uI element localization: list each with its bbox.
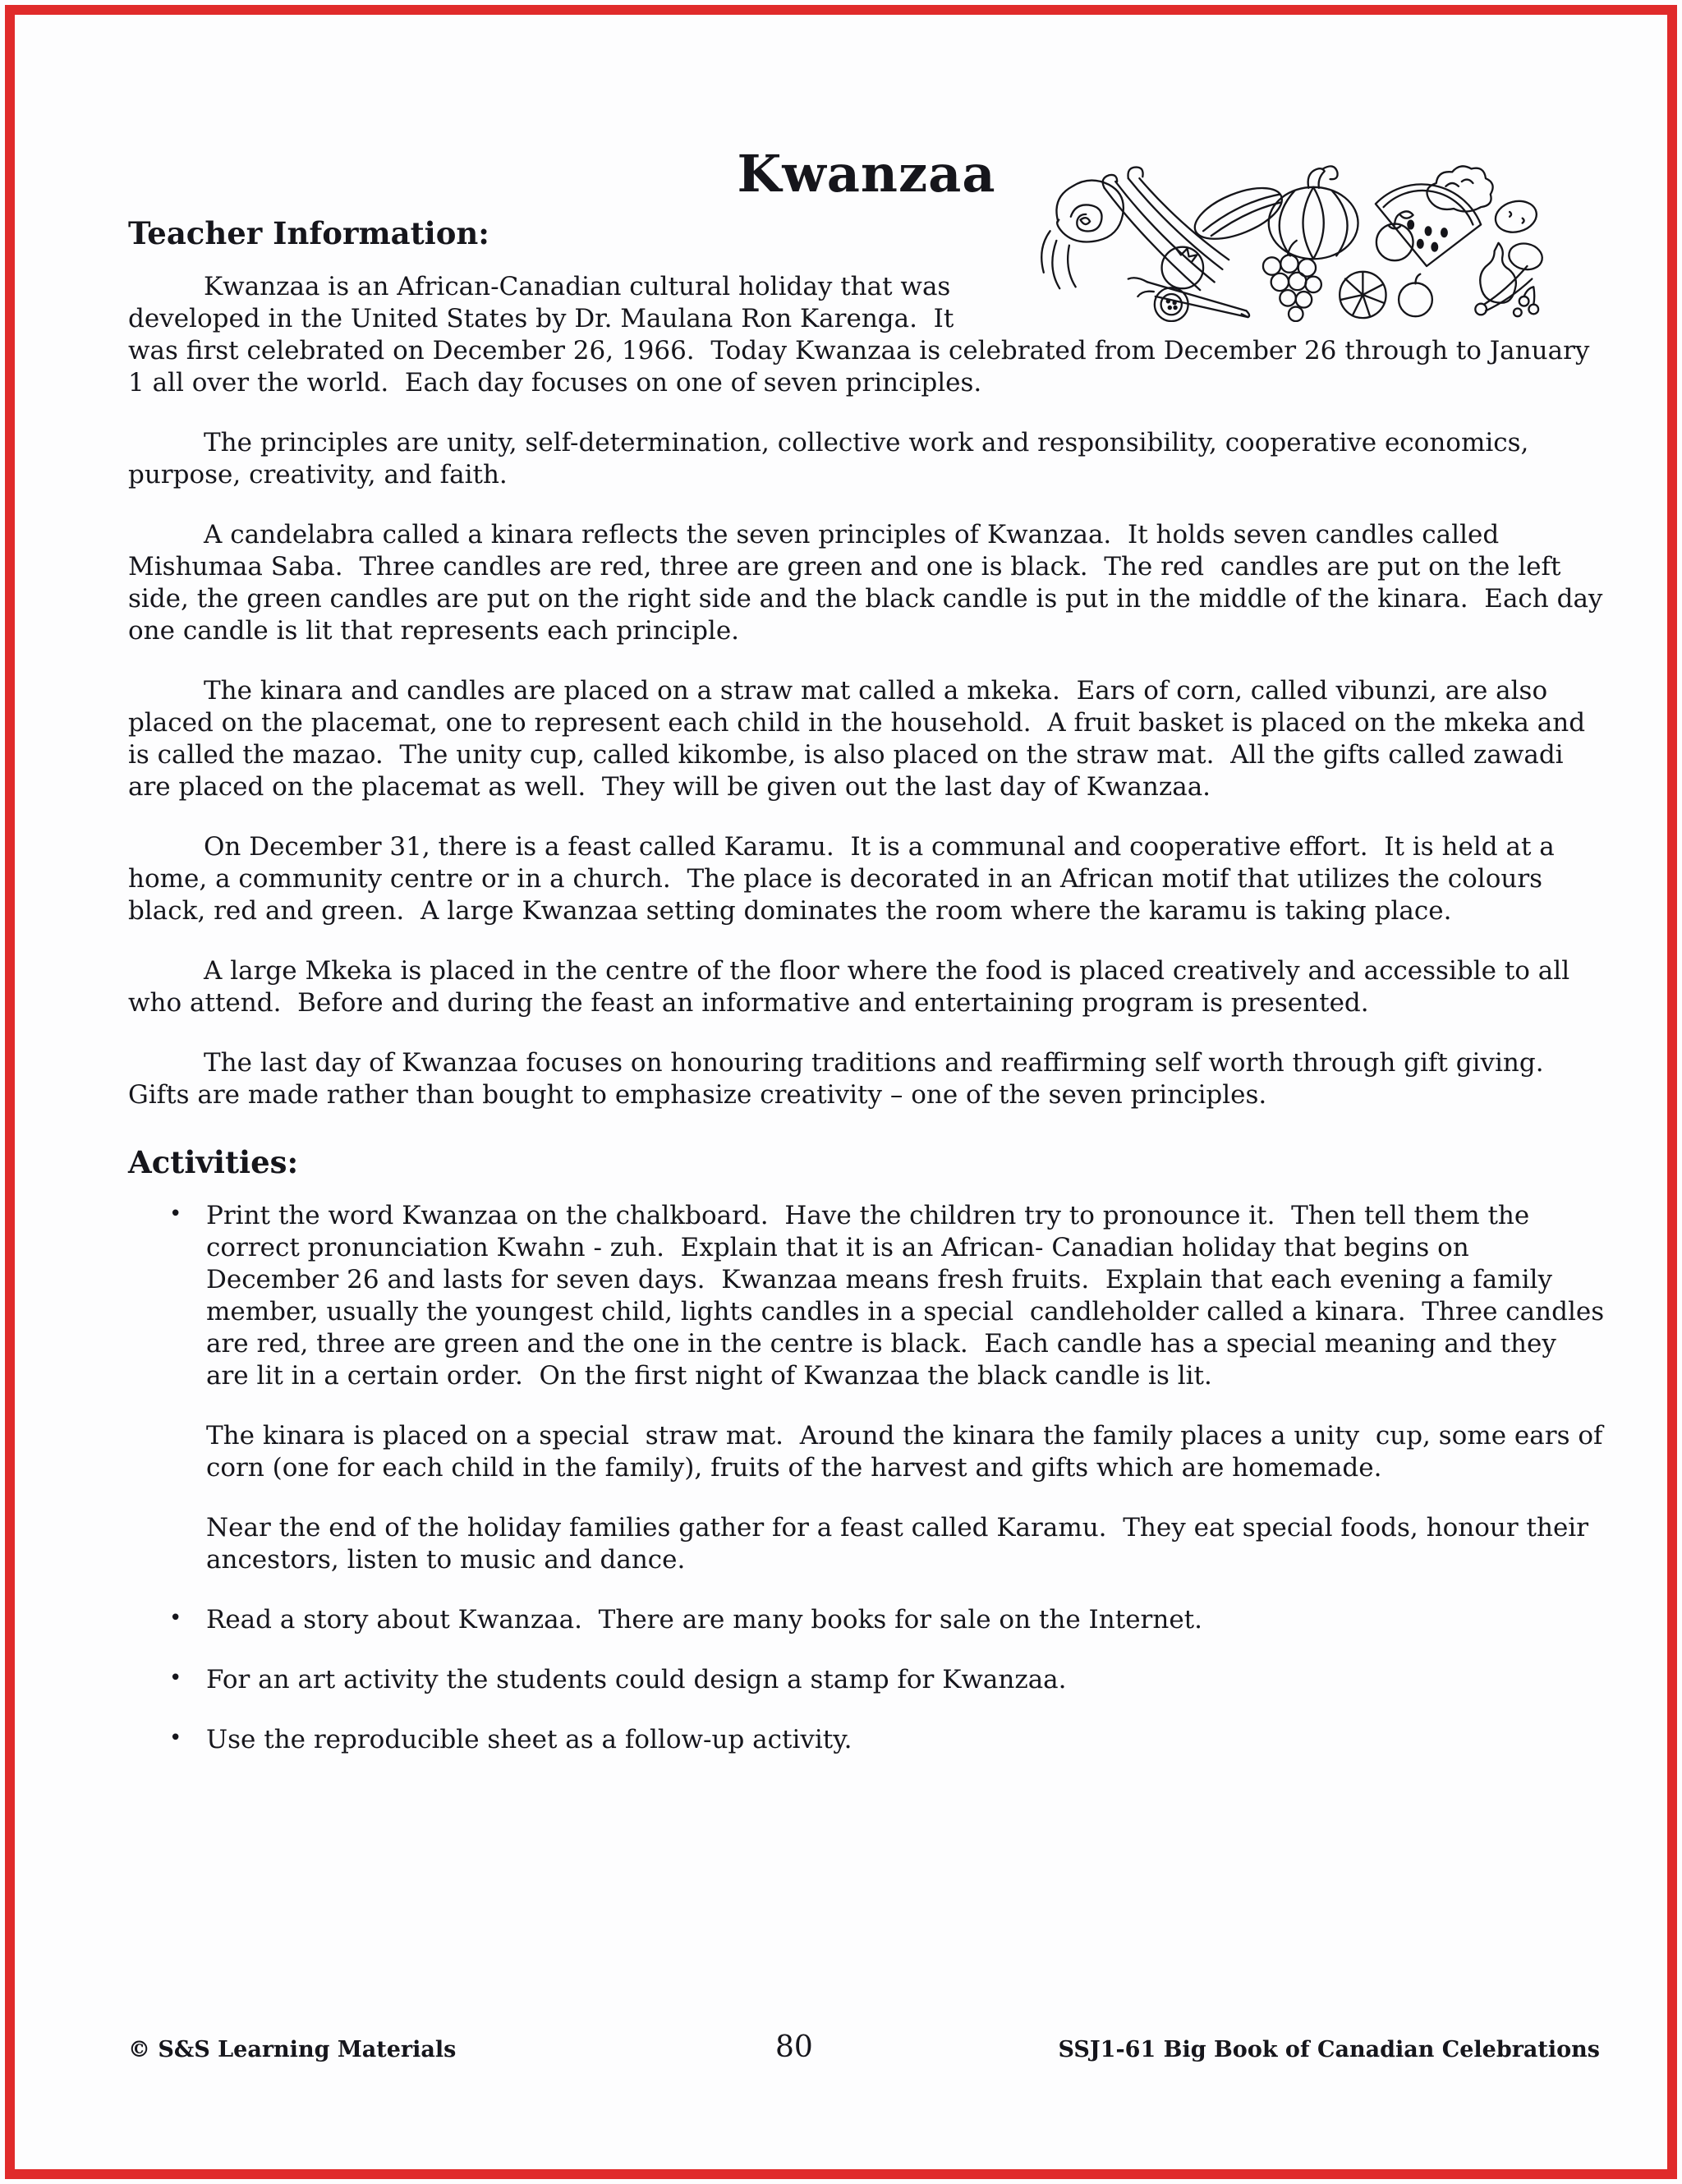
paragraph-principles: The principles are unity, self-determination, collective work and responsibility, cooperative economics, purpose, creativity, and faith. <box>128 428 1537 490</box>
bullet-icon: • <box>169 1666 182 1690</box>
footer-edition: SSJ1-61 Big Book of Canadian Celebrations <box>1058 2037 1600 2062</box>
footer-copyright: © S&S Learning Materials <box>128 2037 457 2062</box>
paragraph-kinara: A candelabra called a kinara reflects the seven principles of Kwanzaa. It holds seven candles called Mishumaa Saba. Three candles are red, three are green and one is black. The red candles are put on the left side, the green candles are put on the right side and the black candle is put in the middle of the kinara. Each day one candle is lit that represents each principle. <box>128 520 1611 646</box>
paragraph-karamu: On December 31, there is a feast called Karamu. It is a communal and cooperative effort. It is held at a home, a community centre or in a church. The place is decorated in an African motif that utilizes the colours black, red and green. A large Kwanzaa setting dominates the room where the karamu is taking place. <box>128 832 1563 926</box>
page-title: Kwanzaa <box>737 144 996 204</box>
activities-heading: Activities: <box>128 1144 299 1180</box>
activity-text: The kinara is placed on a special straw mat. Around the kinara the family places a unity cup, some ears of corn (one for each child in the family), fruits of the harvest and gifts which are homemade. <box>206 1421 1611 1483</box>
bullet-icon: • <box>169 1606 182 1630</box>
paragraph-last-day: The last day of Kwanzaa focuses on honouring traditions and reaffirming self worth through gift giving. Gifts are made rather than bought to emphasize creativity – one of the seven principles. <box>128 1048 1560 1110</box>
activities-list <box>128 1200 1612 1756</box>
bullet-icon: • <box>169 1202 182 1226</box>
activity-text: For an art activity the students could design a stamp for Kwanzaa. <box>206 1665 1067 1694</box>
activity-item-art-stamp <box>128 1664 1605 1696</box>
activity-text: Near the end of the holiday families gather for a feast called Karamu. They eat special foods, honour their ancestors, listen to music and dance. <box>206 1513 1597 1575</box>
page-footer <box>128 2030 1600 2064</box>
teacher-information-heading: Teacher Information: <box>128 215 489 251</box>
activity-item-reproducible-sheet <box>128 1724 1605 1756</box>
intro-line1: Kwanzaa is an African-Canadian cultural holiday that was <box>204 272 951 301</box>
paragraph-mkeka: The kinara and candles are placed on a straw mat called a mkeka. Ears of corn, called vibunzi, are also placed on the placemat, one to represent each child in the household. A fruit basket is placed on the mkeka and is called the mazao. The unity cup, called kikombe, is also placed on the straw mat. All the gifts called zawadi are placed on the placemat as well. They will be given out the last day of Kwanzaa. <box>128 676 1593 802</box>
intro-rest: developed in the United States by Dr. Maulana Ron Karenga. It was first celebrated on December 26, 1966. Today Kwanzaa is celebrated from December 26 through to January 1 all over the world. Each day focuses on one of seven principles. <box>128 304 1598 398</box>
activity-text: Use the reproducible sheet as a follow-up activity. <box>206 1725 852 1754</box>
activity-item-karamu-feast <box>128 1512 1605 1576</box>
activity-item-read-story <box>128 1604 1605 1636</box>
bullet-icon: • <box>169 1726 182 1750</box>
activity-item-print-word <box>128 1200 1612 1392</box>
activity-item-kinara-placement <box>128 1420 1611 1484</box>
footer-page-number: 80 <box>775 2030 813 2064</box>
activity-text: Print the word Kwanzaa on the chalkboard. Have the children try to pronounce it. Then tell them the correct pronunciation Kwahn - zuh. Explain that it is an African- Canadian holiday that begins on December 26 and lasts for seven days. Kwanzaa means fresh fruits. Explain that each evening a family member, usually the youngest child, lights candles in a special candleholder called a kinara. Three candles are red, three are green and the one in the centre is black. Each candle has a special meaning and they are lit in a certain order. On the first night of Kwanzaa the black candle is lit. <box>206 1201 1612 1391</box>
fruits-vegetables-line-art-icon <box>1028 154 1551 322</box>
page-content <box>128 144 1612 1784</box>
harvest-illustration <box>1028 154 1551 322</box>
paragraph-large-mkeka: A large Mkeka is placed in the centre of the floor where the food is placed creatively and accessible to all who attend. Before and during the feast an informative and entertaining program is presented. <box>128 956 1578 1018</box>
activity-text: Read a story about Kwanzaa. There are many books for sale on the Internet. <box>206 1605 1202 1635</box>
